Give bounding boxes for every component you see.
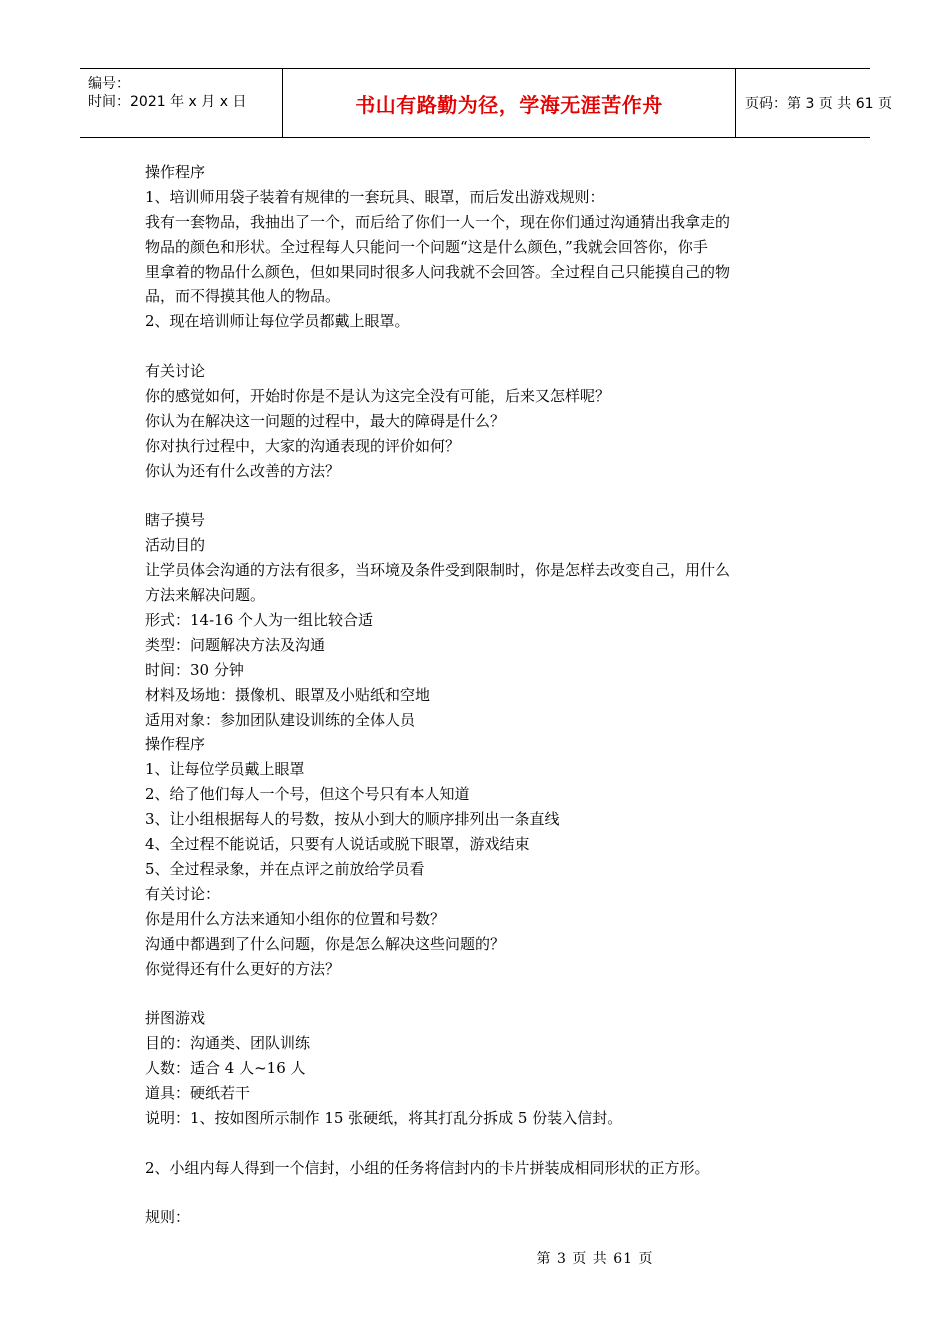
document-date: 时间：2021 年 x 月 x 日: [88, 94, 247, 110]
body-text-line: 2、现在培训师让每位学员都戴上眼罩。: [145, 312, 410, 331]
body-text-line: 你觉得还有什么更好的方法？: [145, 959, 341, 978]
header-motto: 书山有路勤为径，学海无涯苦作舟: [355, 92, 663, 117]
footer-page-number: 第 3 页 共 61 页: [536, 1251, 654, 1267]
blank-line: [145, 484, 815, 509]
body-text-line: 材料及场地：摄像机、眼罩及小贴纸和空地: [145, 685, 431, 704]
body-text-line: 说明：1、按如图所示制作 15 张硬纸，将其打乱分拆成 5 份装入信封。: [145, 1108, 623, 1127]
document-body: [145, 160, 815, 1230]
body-text-line: 让学员体会沟通的方法有很多，当环境及条件受到限制时，你是怎样去改变自己，用什么: [145, 561, 731, 580]
body-text-line: 瞎子摸号: [145, 511, 206, 530]
body-text-line: 道具：硬纸若干: [145, 1083, 251, 1102]
body-text-line: 1、让每位学员戴上眼罩: [145, 760, 305, 779]
blank-line: [145, 1131, 815, 1156]
header-page-info: 页码：第 3 页 共 61 页: [745, 96, 892, 112]
page-footer: [0, 1248, 950, 1268]
body-text-line: 人数：适合 4 人~16 人: [145, 1059, 306, 1078]
body-text-line: 你认为在解决这一问题的过程中，最大的障碍是什么？: [145, 411, 506, 430]
body-text-line: 我有一套物品，我抽出了一个，而后给了你们一人一个，现在你们通过沟通猜出我拿走的: [145, 212, 731, 231]
body-text-line: 物品的颜色和形状。全过程每人只能问一个问题“这是什么颜色，”我就会回答你，你手: [145, 237, 708, 256]
body-text-line: 形式：14-16 个人为一组比较合适: [145, 611, 374, 630]
body-text-line: 2、给了他们每人一个号，但这个号只有本人知道: [145, 785, 470, 804]
document-number-label: 编号：: [88, 76, 130, 92]
body-text-line: 目的：沟通类、团队训练: [145, 1034, 311, 1053]
body-text-line: 有关讨论: [145, 362, 206, 381]
page-header: [80, 68, 892, 138]
body-text-line: 你的感觉如何，开始时你是不是认为这完全没有可能，后来又怎样呢？: [145, 387, 611, 406]
body-text-line: 你认为还有什么改善的方法？: [145, 461, 341, 480]
body-text-line: 方法来解决问题。: [145, 586, 266, 605]
blank-line: [145, 981, 815, 1006]
body-text-line: 2、小组内每人得到一个信封，小组的任务将信封内的卡片拼装成相同形状的正方形。: [145, 1158, 710, 1177]
body-text-line: 你是用什么方法来通知小组你的位置和号数？: [145, 909, 446, 928]
body-text-line: 规则：: [145, 1208, 191, 1227]
body-text-line: 类型：问题解决方法及沟通: [145, 635, 326, 654]
body-text-line: 里拿着的物品什么颜色，但如果同时很多人问我就不会回答。全过程自己只能摸自己的物: [145, 262, 731, 281]
body-text-line: 3、让小组根据每人的号数，按从小到大的顺序排列出一条直线: [145, 810, 560, 829]
body-text-line: 沟通中都遇到了什么问题，你是怎么解决这些问题的？: [145, 934, 506, 953]
body-text-line: 品，而不得摸其他人的物品。: [145, 287, 341, 306]
body-text-line: 4、全过程不能说话，只要有人说话或脱下眼罩，游戏结束: [145, 835, 530, 854]
header-page-cell: [735, 69, 892, 137]
blank-line: [145, 1181, 815, 1206]
body-text-line: 你对执行过程中，大家的沟通表现的评价如何？: [145, 436, 461, 455]
body-text-line: 活动目的: [145, 536, 206, 555]
body-text-line: 5、全过程录象，并在点评之前放给学员看: [145, 859, 425, 878]
blank-line: [145, 334, 815, 359]
body-text-line: 操作程序: [145, 735, 206, 754]
body-text-line: 拼图游戏: [145, 1009, 206, 1028]
body-text-line: 适用对象：参加团队建设训练的全体人员: [145, 710, 416, 729]
body-text-line: 时间：30 分钟: [145, 660, 244, 679]
body-text-line: 操作程序: [145, 163, 206, 181]
header-meta-cell: [80, 69, 282, 137]
header-motto-cell: [282, 69, 736, 137]
body-text-line: 1、培训师用袋子装着有规律的一套玩具、眼罩，而后发出游戏规则：: [145, 187, 605, 206]
body-text-line: 有关讨论：: [145, 884, 221, 903]
